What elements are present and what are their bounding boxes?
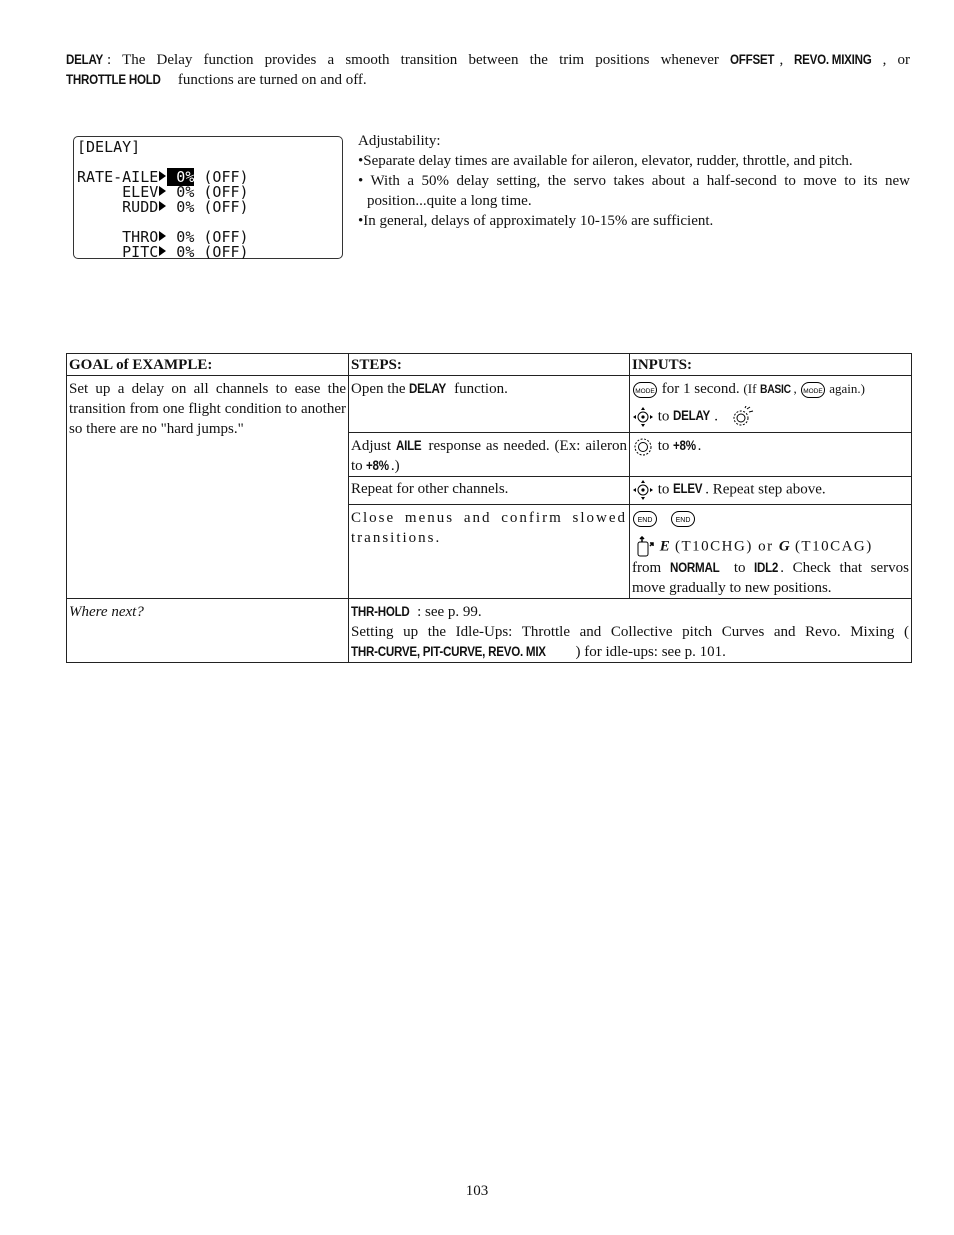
mode-button-icon [800, 381, 826, 399]
input-cell: MODE for 1 second. (If BASIC , MODE again.) to DELAY . [630, 376, 912, 433]
dial-icon [632, 437, 654, 457]
lcd-delay-screen [73, 136, 343, 259]
header-steps: STEPS: [349, 354, 630, 376]
kw-revo-mixing: REVO. MIXING [794, 52, 872, 67]
lcd-row-elev: ELEV 0% (OFF) [122, 183, 249, 201]
input-cell: to +8% . [630, 433, 912, 477]
header-inputs: INPUTS: [630, 354, 912, 376]
switch-icon [632, 536, 656, 558]
cursor-lever-icon [632, 479, 654, 501]
lcd-row-rudd: RUDD 0% (OFF) [122, 198, 249, 216]
next-cell: THR-HOLD : see p. 99. Setting up the Idle-Ups: Throttle and Collective pitch Curves and Revo. Mixing (THR-CURVE, PIT-CURVE, REVO. MIX ) for idle-ups: see p. 101. [349, 599, 912, 663]
table-row [67, 376, 912, 433]
end-button-icon [632, 510, 658, 528]
adjustability-notes [358, 131, 910, 231]
lcd-row-pitc: PITC 0% (OFF) [122, 243, 249, 261]
table-row [67, 599, 912, 663]
arrow-icon [159, 186, 166, 196]
arrow-icon [159, 246, 166, 256]
kw-delay: DELAY [66, 52, 103, 67]
list-item: • With a 50% delay setting, the servo takes about a half-second to move to its new position...quite a long time. [358, 173, 911, 209]
header-goal: GOAL of EXAMPLE: [67, 354, 349, 376]
list-item: •Separate delay times are available for aileron, elevator, rudder, throttle, and pitch. [358, 153, 853, 169]
arrow-icon [159, 201, 166, 211]
step-cell: Close menus and confirm slowed transitions. [349, 505, 630, 599]
input-cell: to ELEV . Repeat step above. [630, 477, 912, 505]
svg-text:END: END [675, 516, 691, 524]
lcd-row-thro: THRO 0% (OFF) [122, 228, 249, 246]
lcd-row-aile: RATE-AILE 0% (OFF) [77, 168, 249, 186]
dial-press-icon [730, 406, 754, 428]
adjustability-heading: Adjustability: [358, 133, 441, 149]
input-cell: END END E (T10CHG) or G (T10CAG) from NORMAL to IDL2 . Check that servos move gradually to new positions. [630, 505, 912, 599]
example-table [66, 353, 912, 663]
where-next-cell: Where next? [67, 599, 349, 663]
svg-text:END: END [637, 516, 653, 524]
step-cell: Repeat for other channels. [349, 477, 630, 505]
kw-offset: OFFSET [730, 52, 775, 67]
cursor-arrow-icon [159, 171, 166, 181]
arrow-icon [159, 231, 166, 241]
goal-cell: Set up a delay on all channels to ease the transition from one flight condition to another so there are no "hard jumps." [67, 376, 349, 599]
step-cell: Adjust AILE response as needed. (Ex: aileron to +8% .) [349, 433, 630, 477]
intro-paragraph: DELAY : The Delay function provides a smooth transition between the trim positions whenever OFFSET , REVO. MIXING , or THROTTLE HOLD functions are turned on and off. [66, 52, 910, 88]
kw-throttle-hold: THROTTLE HOLD [66, 72, 161, 87]
mode-button-icon [632, 381, 658, 399]
end-button-icon [670, 510, 696, 528]
page-number: 103 [465, 1183, 489, 1199]
list-item: •In general, delays of approximately 10-15% are sufficient. [358, 213, 714, 229]
svg-text:MODE: MODE [803, 387, 823, 395]
cursor-lever-icon [632, 406, 654, 428]
step-cell: Open the DELAY function. [349, 376, 630, 433]
table-header-row [67, 354, 912, 376]
lcd-title: [DELAY] [77, 138, 141, 156]
svg-text:MODE: MODE [635, 387, 655, 395]
adjustability-list [358, 151, 910, 231]
